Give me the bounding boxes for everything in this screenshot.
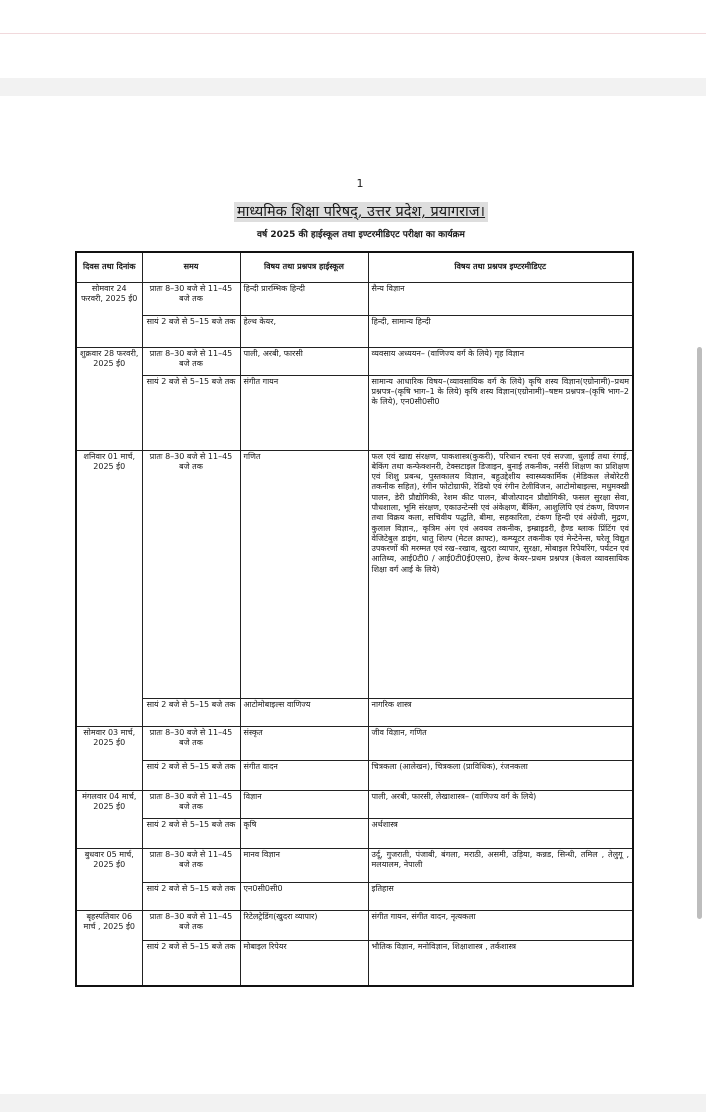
table-row xyxy=(76,790,633,818)
header-intermediate: विषय तथा प्रश्नपत्र इण्टरमीडिएट xyxy=(368,252,633,282)
time-cell: प्रातः 8–30 बजे से 11–45 बजे तक xyxy=(142,848,240,882)
scrollbar[interactable] xyxy=(697,347,702,919)
intermediate-cell: इतिहास xyxy=(368,882,633,910)
table-row xyxy=(76,698,633,726)
day-date-cell: बृहस्पतिवार 06 मार्च , 2025 ई0 xyxy=(76,910,142,986)
intermediate-cell: सामान्य आधारिक विषय–(व्यावसायिक वर्ग के लिये) कृषि शस्य विज्ञान(एग्रोनामी)–प्रथम प्रश्नपत्र–(कृषि भाग–1 के लिये) कृषि शस्य विज्ञान(एग्रोनामी)–षष्टम प्रश्नपत्र–(कृषि भाग–2 के लिये), एन0सी0सी0 xyxy=(368,375,633,450)
highschool-cell: रिटेलट्रेडिंग(खुदरा व्यापार) xyxy=(240,910,368,940)
table-row xyxy=(76,848,633,882)
time-cell: प्रातः 8–30 बजे से 11–45 बजे तक xyxy=(142,726,240,760)
viewer-toolbar-strip xyxy=(0,78,706,96)
time-cell: प्रातः 8–30 बजे से 11–45 बजे तक xyxy=(142,790,240,818)
time-cell: सायं 2 बजे से 5–15 बजे तक xyxy=(142,375,240,450)
top-divider xyxy=(0,33,706,34)
time-cell: सायं 2 बजे से 5–15 बजे तक xyxy=(142,315,240,347)
highschool-cell: एन0सी0सी0 xyxy=(240,882,368,910)
time-cell: सायं 2 बजे से 5–15 बजे तक xyxy=(142,882,240,910)
document-title-wrap xyxy=(0,201,706,222)
intermediate-cell: पाली, अरबी, फारसी, लेखाशास्त्र– (वाणिज्य वर्ग के लिये) xyxy=(368,790,633,818)
day-date-cell: शनिवार 01 मार्च, 2025 ई0 xyxy=(76,450,142,726)
intermediate-cell: उर्दू, गुजराती, पंजाबी, बंगला, मराठी, असमी, उड़िया, कन्नड, सिन्धी, तमिल , तेलुगू , मलयालम, नेपाली xyxy=(368,848,633,882)
day-date-cell: बुधवार 05 मार्च, 2025 ई0 xyxy=(76,848,142,910)
time-cell: सायं 2 बजे से 5–15 बजे तक xyxy=(142,818,240,848)
highschool-cell: संगीत गायन xyxy=(240,375,368,450)
time-cell: सायं 2 बजे से 5–15 बजे तक xyxy=(142,940,240,986)
intermediate-cell: व्यवसाय अध्ययन– (वाणिज्य वर्ग के लिये) गृह विज्ञान xyxy=(368,347,633,375)
intermediate-cell: हिन्दी, सामान्य हिन्दी xyxy=(368,315,633,347)
highschool-cell: संस्कृत xyxy=(240,726,368,760)
table-row xyxy=(76,282,633,315)
header-day-date: दिवस तथा दिनांक xyxy=(76,252,142,282)
highschool-cell: पाली, अरबी, फारसी xyxy=(240,347,368,375)
highschool-cell: हिन्दी प्रारम्भिक हिन्दी xyxy=(240,282,368,315)
page-number: 1 xyxy=(356,177,364,190)
day-date-cell: सोमवार 24 फरवरी, 2025 ई0 xyxy=(76,282,142,347)
intermediate-cell: फल एवं खाद्य संरक्षण, पाकशास्त्र(कुकरी), परिधान रचना एवं सज्जा, धुलाई तथा रंगाई, बेकिंग तथा कन्फेक्शनरी, टेक्सटाइल डिजाइन, बुनाई तकनीक, नर्सरी शिक्षण का प्रशिक्षण एवं शिशु प्रबन्ध, पुस्तकालय विज्ञान, बहुउद्देशीय स्वास्थ्यकार्मिक (मेडिकल लेबोरेटरी तकनीक सहित), रंगीन फोटोग्राफी, रेडियो एवं रंगीन टेलीविजन, आटोमोबाइल्स, मधुमक्खी पालन, डेरी प्रौद्योगिकी, रेशम कीट पालन, बीजोत्पादन प्रौद्योगिकी, फसल सुरक्षा सेवा, पौधशाला, भूमि संरक्षण, एकाउन्टेन्सी एवं अंकेक्षण, बैंकिंग, आशुलिपि एवं टंकण, विपणन तथा विक्रय कला, सचिवीय पद्धति, बीमा, सहकारिता, टंकण हिन्दी एवं अंग्रेजी, मुद्रण, कुलाल विज्ञान,, कृत्रिम अंग एवं अवयव तकनीक, इम्ब्राइडरी, हैण्ड ब्लाक प्रिंटिंग एवं वेजिटेबुल डाइंग, धातु शिल्प (मेटल क्राफ्ट), कम्प्यूटर तकनीक एवं मेन्टेनेन्स, घरेलू विद्युत उपकरणों की मरम्मत एवं रख–रखाव, खुदरा व्यापार, सुरक्षा, मोबाइल रिपेयरिंग, पर्यटन एवं आतिथ्य, आई0टी0 / आई0टी0ई0एस0, हेल्थ केयर–प्रथम प्रश्नपत्र (केवल व्यावसायिक शिक्षा वर्ग आई के लिये) xyxy=(368,450,633,698)
document-title: माध्यमिक शिक्षा परिषद्, उत्तर प्रदेश, प्रयागराज। xyxy=(234,202,488,222)
highschool-cell: मोबाइल रिपेयर xyxy=(240,940,368,986)
intermediate-cell: संगीत गायन, संगीत वादन, नृत्यकला xyxy=(368,910,633,940)
table-row xyxy=(76,910,633,940)
table-row xyxy=(76,450,633,698)
table-header-row xyxy=(76,252,633,282)
table-row xyxy=(76,818,633,848)
table-row xyxy=(76,347,633,375)
header-time: समय xyxy=(142,252,240,282)
highschool-cell: हेल्थ केयर, xyxy=(240,315,368,347)
highschool-cell: मानव विज्ञान xyxy=(240,848,368,882)
table-row xyxy=(76,726,633,760)
highschool-cell: विज्ञान xyxy=(240,790,368,818)
document-subtitle: वर्ष 2025 की हाईस्कूल तथा इण्टरमीडिएट परीक्षा का कार्यक्रम xyxy=(257,230,465,240)
intermediate-cell: भौतिक विज्ञान, मनोविज्ञान, शिक्षाशास्त्र , तर्कशास्त्र xyxy=(368,940,633,986)
highschool-cell: आटोमोबाइल्स वाणिज्य xyxy=(240,698,368,726)
day-date-cell: शुक्रवार 28 फरवरी, 2025 ई0 xyxy=(76,347,142,450)
table-row xyxy=(76,760,633,790)
time-cell: प्रातः 8–30 बजे से 11–45 बजे तक xyxy=(142,450,240,698)
time-cell: प्रातः 8–30 बजे से 11–45 बजे तक xyxy=(142,910,240,940)
day-date-cell: मंगलवार 04 मार्च, 2025 ई0 xyxy=(76,790,142,848)
time-cell: प्रातः 8–30 बजे से 11–45 बजे तक xyxy=(142,282,240,315)
intermediate-cell: चित्रकला (आलेखन), चित्रकला (प्राविधिक), रंजनकला xyxy=(368,760,633,790)
exam-schedule-table xyxy=(75,251,634,987)
intermediate-cell: अर्थशास्त्र xyxy=(368,818,633,848)
time-cell: प्रातः 8–30 बजे से 11–45 बजे तक xyxy=(142,347,240,375)
time-cell: सायं 2 बजे से 5–15 बजे तक xyxy=(142,760,240,790)
table-row xyxy=(76,315,633,347)
highschool-cell: संगीत वादन xyxy=(240,760,368,790)
table-row xyxy=(76,882,633,910)
intermediate-cell: सैन्य विज्ञान xyxy=(368,282,633,315)
viewer-bottom-strip xyxy=(0,1094,706,1112)
highschool-cell: कृषि xyxy=(240,818,368,848)
day-date-cell: सोमवार 03 मार्च, 2025 ई0 xyxy=(76,726,142,790)
time-cell: सायं 2 बजे से 5–15 बजे तक xyxy=(142,698,240,726)
highschool-cell: गणित xyxy=(240,450,368,698)
header-highschool: विषय तथा प्रश्नपत्र हाईस्कूल xyxy=(240,252,368,282)
intermediate-cell: नागरिक शास्त्र xyxy=(368,698,633,726)
table-row xyxy=(76,375,633,450)
intermediate-cell: जीव विज्ञान, गणित xyxy=(368,726,633,760)
table-row xyxy=(76,940,633,986)
